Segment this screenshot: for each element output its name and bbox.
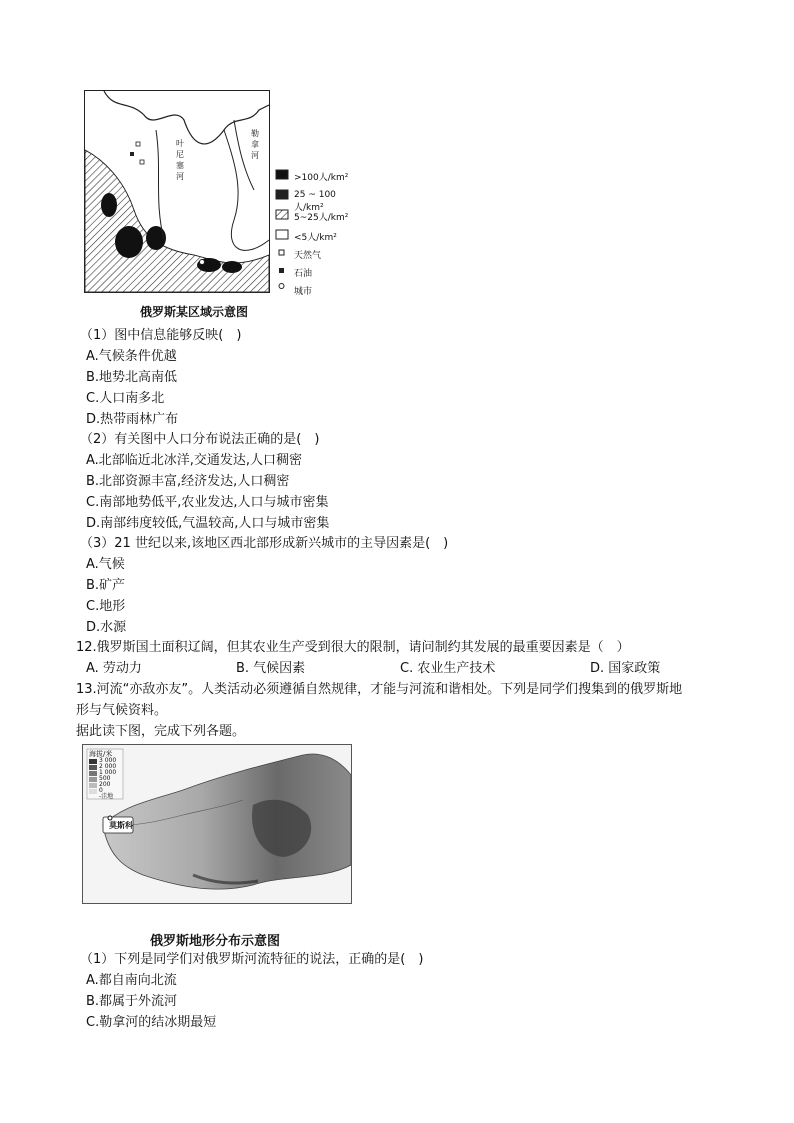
terrain-legend-value-2: 2 000 xyxy=(99,763,117,770)
terrain-map xyxy=(82,744,352,904)
q11-2-option-a: A.北部临近北冰洋,交通发达,人口稠密 xyxy=(86,453,303,468)
q11-3-option-c: C.地形 xyxy=(86,599,126,614)
legend-label-3: 5~25人/km² xyxy=(294,213,349,223)
moscow-label: 莫斯科 xyxy=(109,821,133,830)
q13-1-option-c: C.勒拿河的结冰期最短 xyxy=(86,1015,217,1030)
q13-stem-line3: 据此读下图，完成下列各题。 xyxy=(76,724,246,739)
yenisei-river-label: 叶 尼 塞 河 xyxy=(176,139,184,181)
terrain-legend-value-1: 3 000 xyxy=(99,757,117,764)
terrain-legend-title: 海拔/米 xyxy=(89,750,113,758)
q11-3-stem: （3）21 世纪以来,该地区西北部形成新兴城市的主导因素是( ) xyxy=(80,536,449,551)
lena-river-label: 勒 拿 河 xyxy=(251,129,259,160)
q11-2-option-b: B.北部资源丰富,经济发达,人口稠密 xyxy=(86,474,290,489)
terrain-legend-value-7: -洼地 xyxy=(99,793,114,800)
q11-3-option-a: A.气候 xyxy=(86,557,125,572)
terrain-legend-value-6: 0 xyxy=(99,787,103,794)
q13-1-option-a: A.都自南向北流 xyxy=(86,973,177,988)
legend-label-2: 25 ~ 100人/km² xyxy=(294,190,336,213)
q11-1-option-c: C.人口南多北 xyxy=(86,391,165,406)
q11-2-stem: （2）有关图中人口分布说法正确的是( ) xyxy=(80,432,320,447)
q11-1-option-a: A.气候条件优越 xyxy=(86,349,177,364)
q11-3-option-d: D.水源 xyxy=(86,620,127,635)
q12-option-d: D. 国家政策 xyxy=(590,661,661,676)
legend-label-1: >100人/km² xyxy=(294,173,349,183)
q12-option-b: B. 气候因素 xyxy=(236,661,306,676)
terrain-legend-value-4: 500 xyxy=(99,775,111,782)
map1-caption: 俄罗斯某区域示意图 xyxy=(140,305,249,319)
legend-label-4: <5人/km² xyxy=(294,233,337,243)
q13-1-stem: （1）下列是同学们对俄罗斯河流特征的说法，正确的是( ) xyxy=(80,952,424,967)
q13-stem-line1: 13.河流“亦敌亦友”。人类活动必须遵循自然规律，才能与河流和谐相处。下列是同学们搜集到的俄罗斯地 xyxy=(76,682,683,697)
q11-1-stem: （1）图中信息能够反映( ) xyxy=(80,328,242,343)
q12-option-c: C. 农业生产技术 xyxy=(400,661,496,676)
map2-caption: 俄罗斯地形分布示意图 xyxy=(150,934,281,949)
terrain-legend-value-3: 1 000 xyxy=(99,769,117,776)
q11-1-option-d: D.热带雨林广布 xyxy=(86,412,179,427)
region-map xyxy=(84,90,354,300)
q11-1-option-b: B.地势北高南低 xyxy=(86,370,178,385)
q11-2-option-d: D.南部纬度较低,气温较高,人口与城市密集 xyxy=(86,516,330,531)
legend-label-6: 石油 xyxy=(294,269,313,279)
q12-stem: 12.俄罗斯国土面积辽阔，但其农业生产受到很大的限制，请问制约其发展的最重要因素是（ ） xyxy=(76,640,630,655)
legend-label-7: 城市 xyxy=(294,287,313,297)
map1-legend xyxy=(276,170,288,289)
q13-1-option-b: B.都属于外流河 xyxy=(86,994,178,1009)
q12-option-a: A. 劳动力 xyxy=(86,661,142,676)
legend-label-5: 天然气 xyxy=(294,251,322,261)
q13-stem-line2: 形与气候资料。 xyxy=(76,703,168,718)
q11-3-option-b: B.矿产 xyxy=(86,578,126,593)
terrain-legend-value-5: 200 xyxy=(99,781,111,788)
q11-2-option-c: C.南部地势低平,农业发达,人口与城市密集 xyxy=(86,495,329,510)
